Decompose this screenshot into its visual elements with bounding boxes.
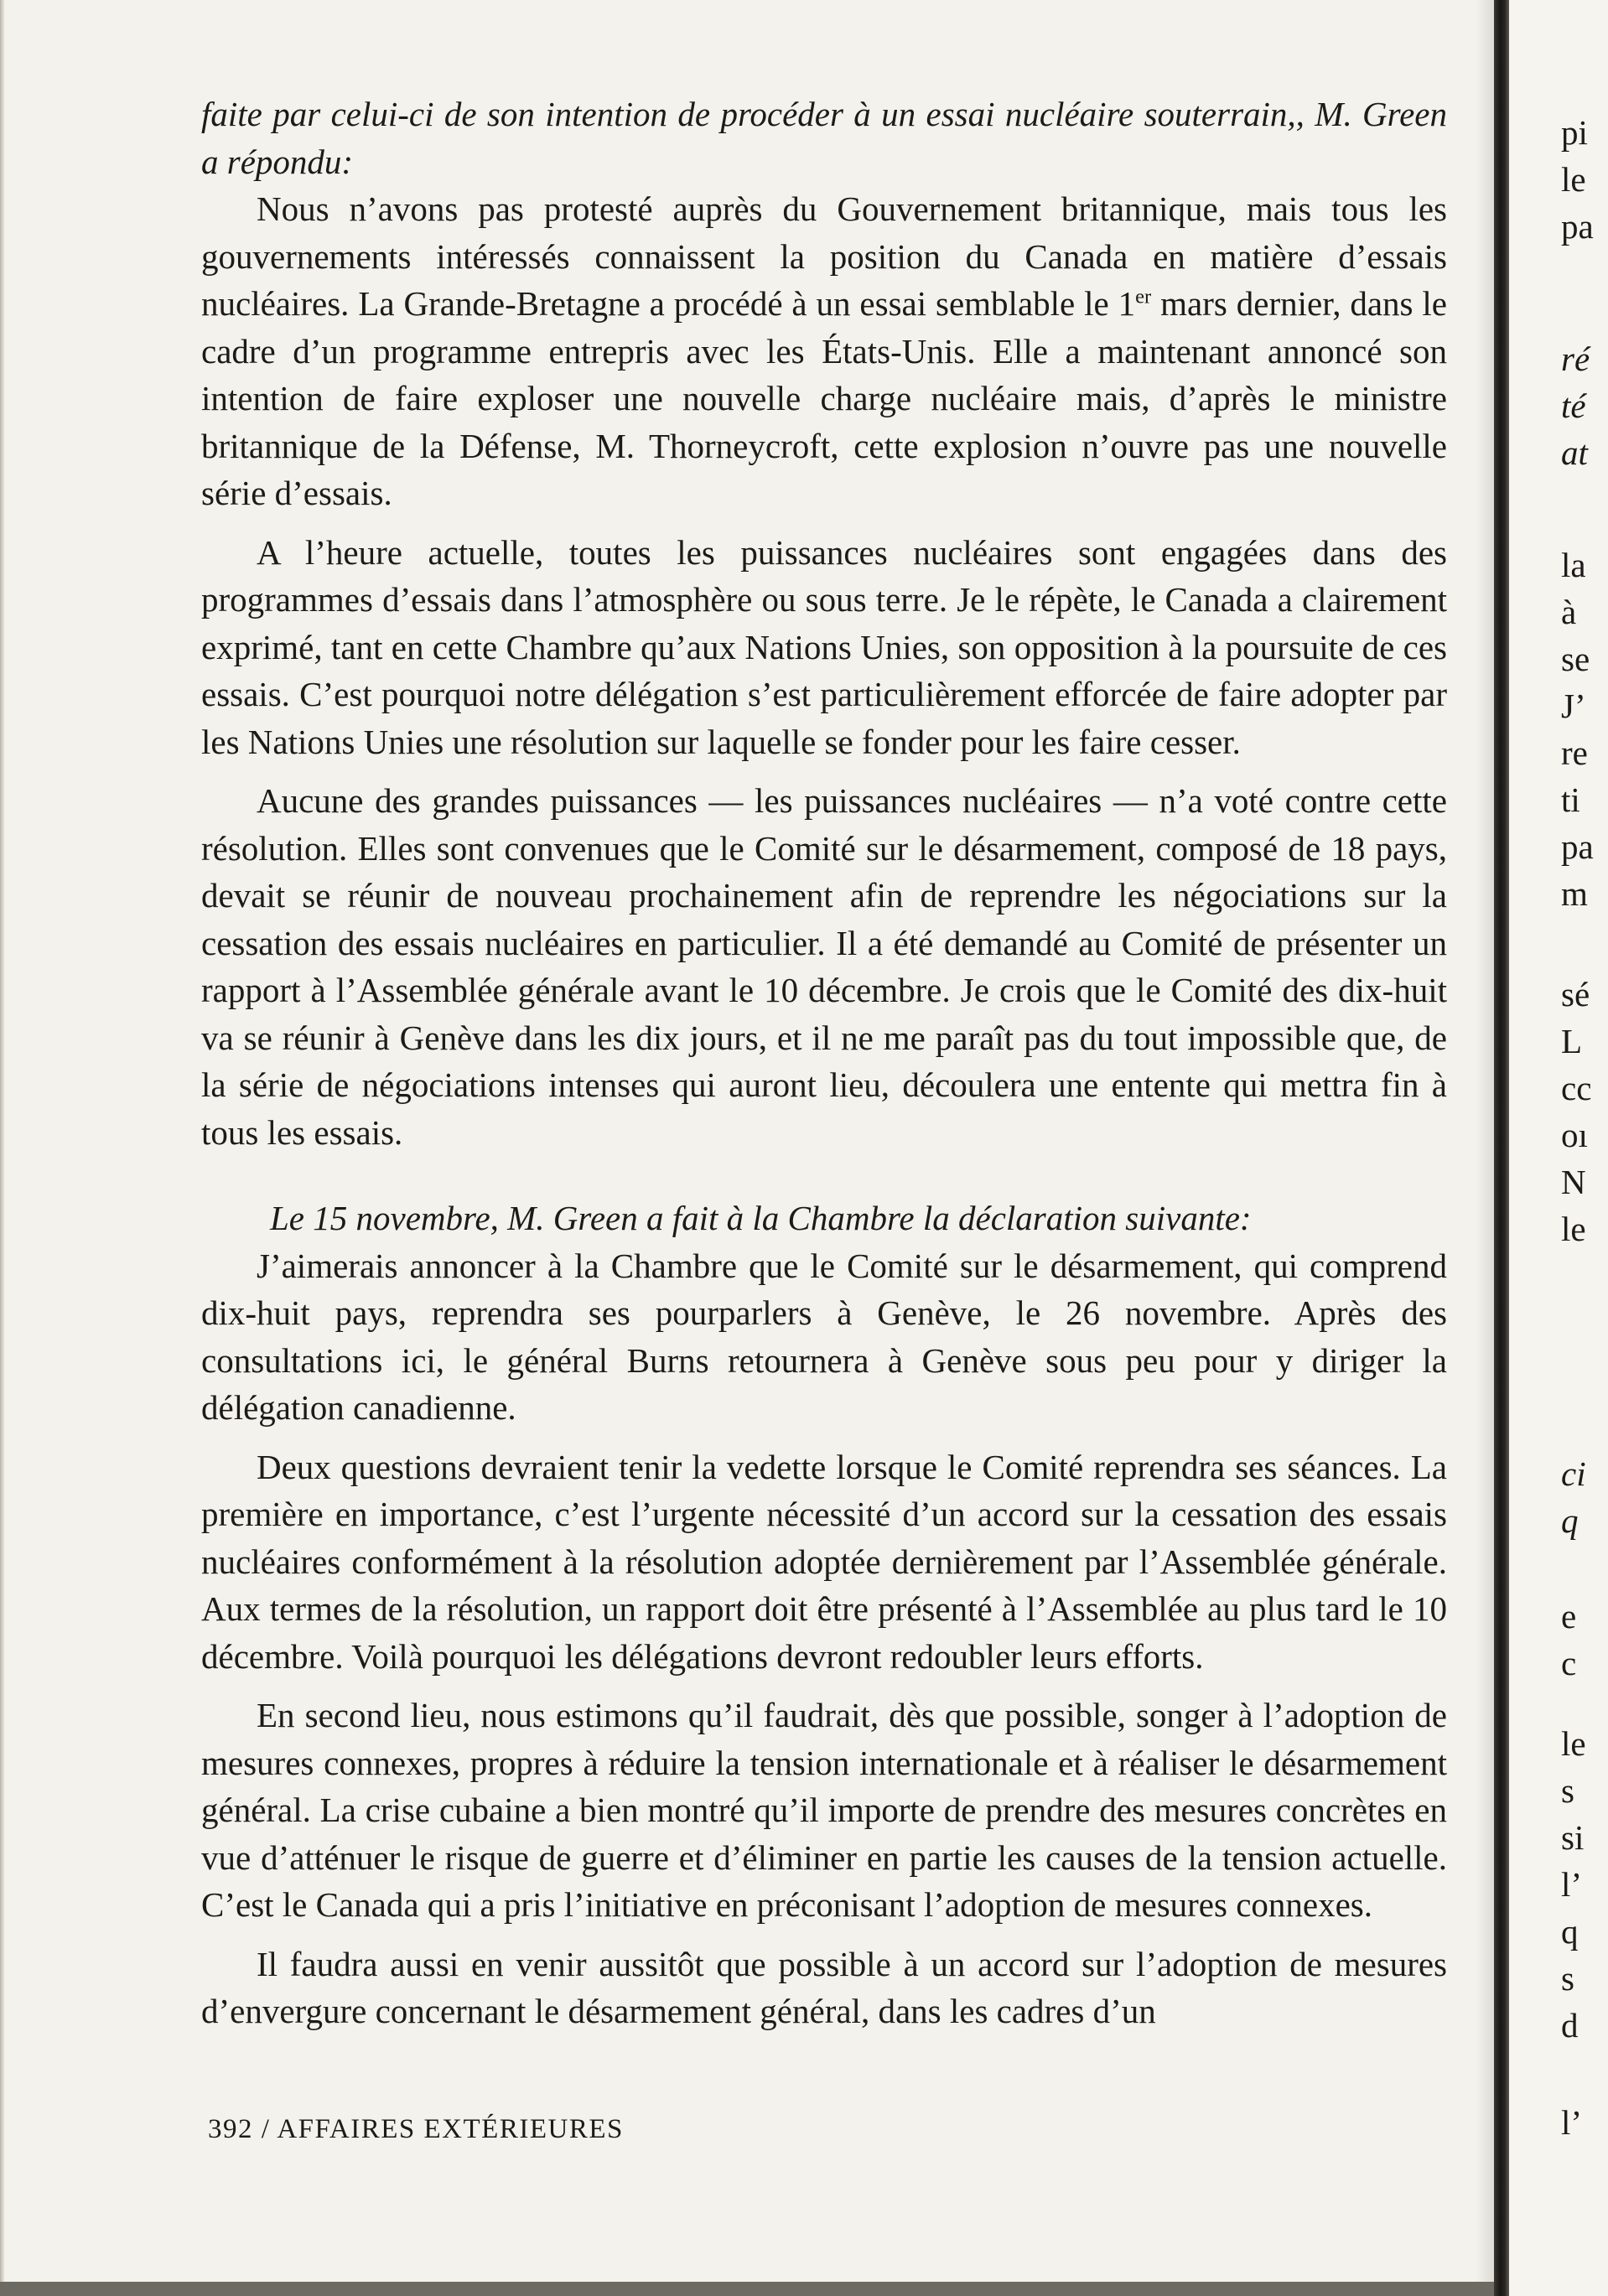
paragraph-green-reply-3: Aucune des grandes puissances — les puissances nucléaires — n’a voté contre cette résolution. Elles sont convenues que le Comité sur le désarmement, composé de 18 pays, devait se réunir de nouveau prochainement afin de reprendre les négociations sur la cessation des essais nucléaires en particulier. Il a été demandé au Comité de présenter un rapport à l’Assemblée générale avant le 10 décembre. Je crois que le Comité des dix-huit va se réunir à Genève dans les dix jours, et il ne me paraît pas du tout impossible que, de la série de négociations intenses qui auront lieu, découlera une entente qui mettra fin à tous les essais. <box>201 781 1447 1152</box>
facing-page-fragment: oı <box>1561 1116 1588 1154</box>
paragraph-statement-2: Deux questions devraient tenir la vedette lorsque le Comité reprendra ses séances. La première en importance, c’est l’urgente nécessité d’un accord sur la cessation des essais nucléaires conformément à la résolution adoptée dernièrement par l’Assemblée générale. Aux termes de la résolution, un rapport doit être présenté à l’Assemblée au plus tard le 10 décembre. Voilà pourquoi les délégations devront redoubler leurs efforts. <box>201 1447 1447 1676</box>
facing-page <box>1509 0 1608 2296</box>
facing-page-fragment: re <box>1561 733 1588 772</box>
facing-page-fragment: q <box>1561 1501 1579 1540</box>
paragraph-green-reply-1 <box>201 185 1447 517</box>
facing-page-fragment: le <box>1561 1210 1586 1248</box>
facing-page-fragment: pa <box>1561 207 1594 246</box>
facing-page-fragment: s <box>1561 1959 1574 1998</box>
paragraph-green-reply-2: A l’heure actuelle, toutes les puissances nucléaires sont engagées dans des programmes d’essais dans l’atmosphère ou sous terre. Je le répète, le Canada a clairement exprimé, tant en cette Chambre qu’aux Nations Unies, son opposition à la poursuite de ces essais. C’est pourquoi notre délégation s’est particulièrement efforcée de faire adopter par les Nations Unies une résolution sur laquelle se fonder pour les faire cesser. <box>201 532 1447 761</box>
paragraph-statement-1: J’aimerais annoncer à la Chambre que le Comité sur le désarmement, qui comprend dix-huit pays, reprendra ses pourparlers à Genève, le 26 novembre. Après des consultations ici, le général Burns retournera à Genève sous peu pour y diriger la délégation canadienne. <box>201 1246 1447 1427</box>
facing-page-fragment: le <box>1561 1724 1586 1763</box>
page-footer: 392 / AFFAIRES EXTÉRIEURES <box>208 2114 624 2144</box>
facing-page-fragment: le <box>1561 160 1586 199</box>
ordinal-superscript: er <box>1135 285 1152 308</box>
facing-page-fragment: d <box>1561 2006 1579 2045</box>
facing-page-fragment: ti <box>1561 780 1580 819</box>
scan-bottom-edge <box>0 2282 1494 2296</box>
facing-page-fragment: la <box>1561 546 1586 584</box>
facing-page-fragment: J’ <box>1561 687 1586 725</box>
facing-page-fragment: si <box>1561 1818 1585 1857</box>
paragraph-intro: faite par celui-ci de son intention de procéder à un essai nucléaire souterrain,, M. Green a répondu: <box>201 95 1447 181</box>
facing-page-fragment: cc <box>1561 1069 1592 1107</box>
gutter-shadow <box>1476 0 1496 2296</box>
facing-page-fragment: à <box>1561 593 1577 631</box>
facing-page-fragment: ci <box>1561 1454 1586 1493</box>
paragraph-statement-4: Il faudra aussi en venir aussitôt que possible à un accord sur l’adoption de mesures d’envergure concernant le désarmement général, dans les cadres d’un <box>201 1944 1447 2030</box>
facing-page-fragment: pa <box>1561 827 1594 866</box>
book-gutter <box>1494 0 1509 2296</box>
facing-page-fragment: l’ <box>1561 2103 1583 2142</box>
facing-page-fragment: sé <box>1561 975 1590 1013</box>
facing-page-fragment: ré <box>1561 339 1590 378</box>
facing-page-fragment: c <box>1561 1644 1577 1682</box>
facing-page-fragment: q <box>1561 1912 1579 1951</box>
facing-page-fragment: l’ <box>1561 1865 1583 1904</box>
facing-page-fragment: m <box>1561 874 1588 913</box>
paragraph-text-part: mars dernier, dans le cadre d’un programme entrepris avec les États-Unis. Elle a maintenant annoncé son intention de faire exploser une nouvelle charge nucléaire mais, d’après le ministre britannique de la Défense, M. Thorneycroft, cette explosion n’ouvre pas une nouvelle série d’essais. <box>201 284 1447 512</box>
paragraph-text-part: Nous n’avons pas protesté auprès du Gouvernement britannique, mais tous les gouvernements intéressés connaissent la position du Canada en matière d’essais nucléaires. La Grande-Bretagne a procédé à un essai semblable le 1 <box>201 189 1447 323</box>
body-text <box>201 91 1447 2035</box>
section-heading: Le 15 novembre, M. Green a fait à la Chambre la déclaration suivante: <box>270 1199 1252 1237</box>
facing-page-fragment: L <box>1561 1022 1583 1060</box>
facing-page-fragment: té <box>1561 386 1586 425</box>
facing-page-fragment: pi <box>1561 113 1588 152</box>
facing-page-fragment: e <box>1561 1597 1577 1635</box>
facing-page-fragment: at <box>1561 433 1588 472</box>
facing-page-fragment: s <box>1561 1771 1574 1810</box>
facing-page-fragment: se <box>1561 640 1590 678</box>
paragraph-statement-3: En second lieu, nous estimons qu’il faudrait, dès que possible, songer à l’adoption de mesures connexes, propres à réduire la tension internationale et à réaliser le désarmement général. La crise cubaine a bien montré qu’il importe de prendre des mesures concrètes en vue d’atténuer le risque de guerre et d’éliminer en partie les causes de la tension actuelle. C’est le Canada qui a pris l’initiative en préconisant l’adoption de mesures connexes. <box>201 1696 1447 1924</box>
page-left-edge <box>0 0 5 2296</box>
facing-page-fragment: N <box>1561 1163 1586 1201</box>
